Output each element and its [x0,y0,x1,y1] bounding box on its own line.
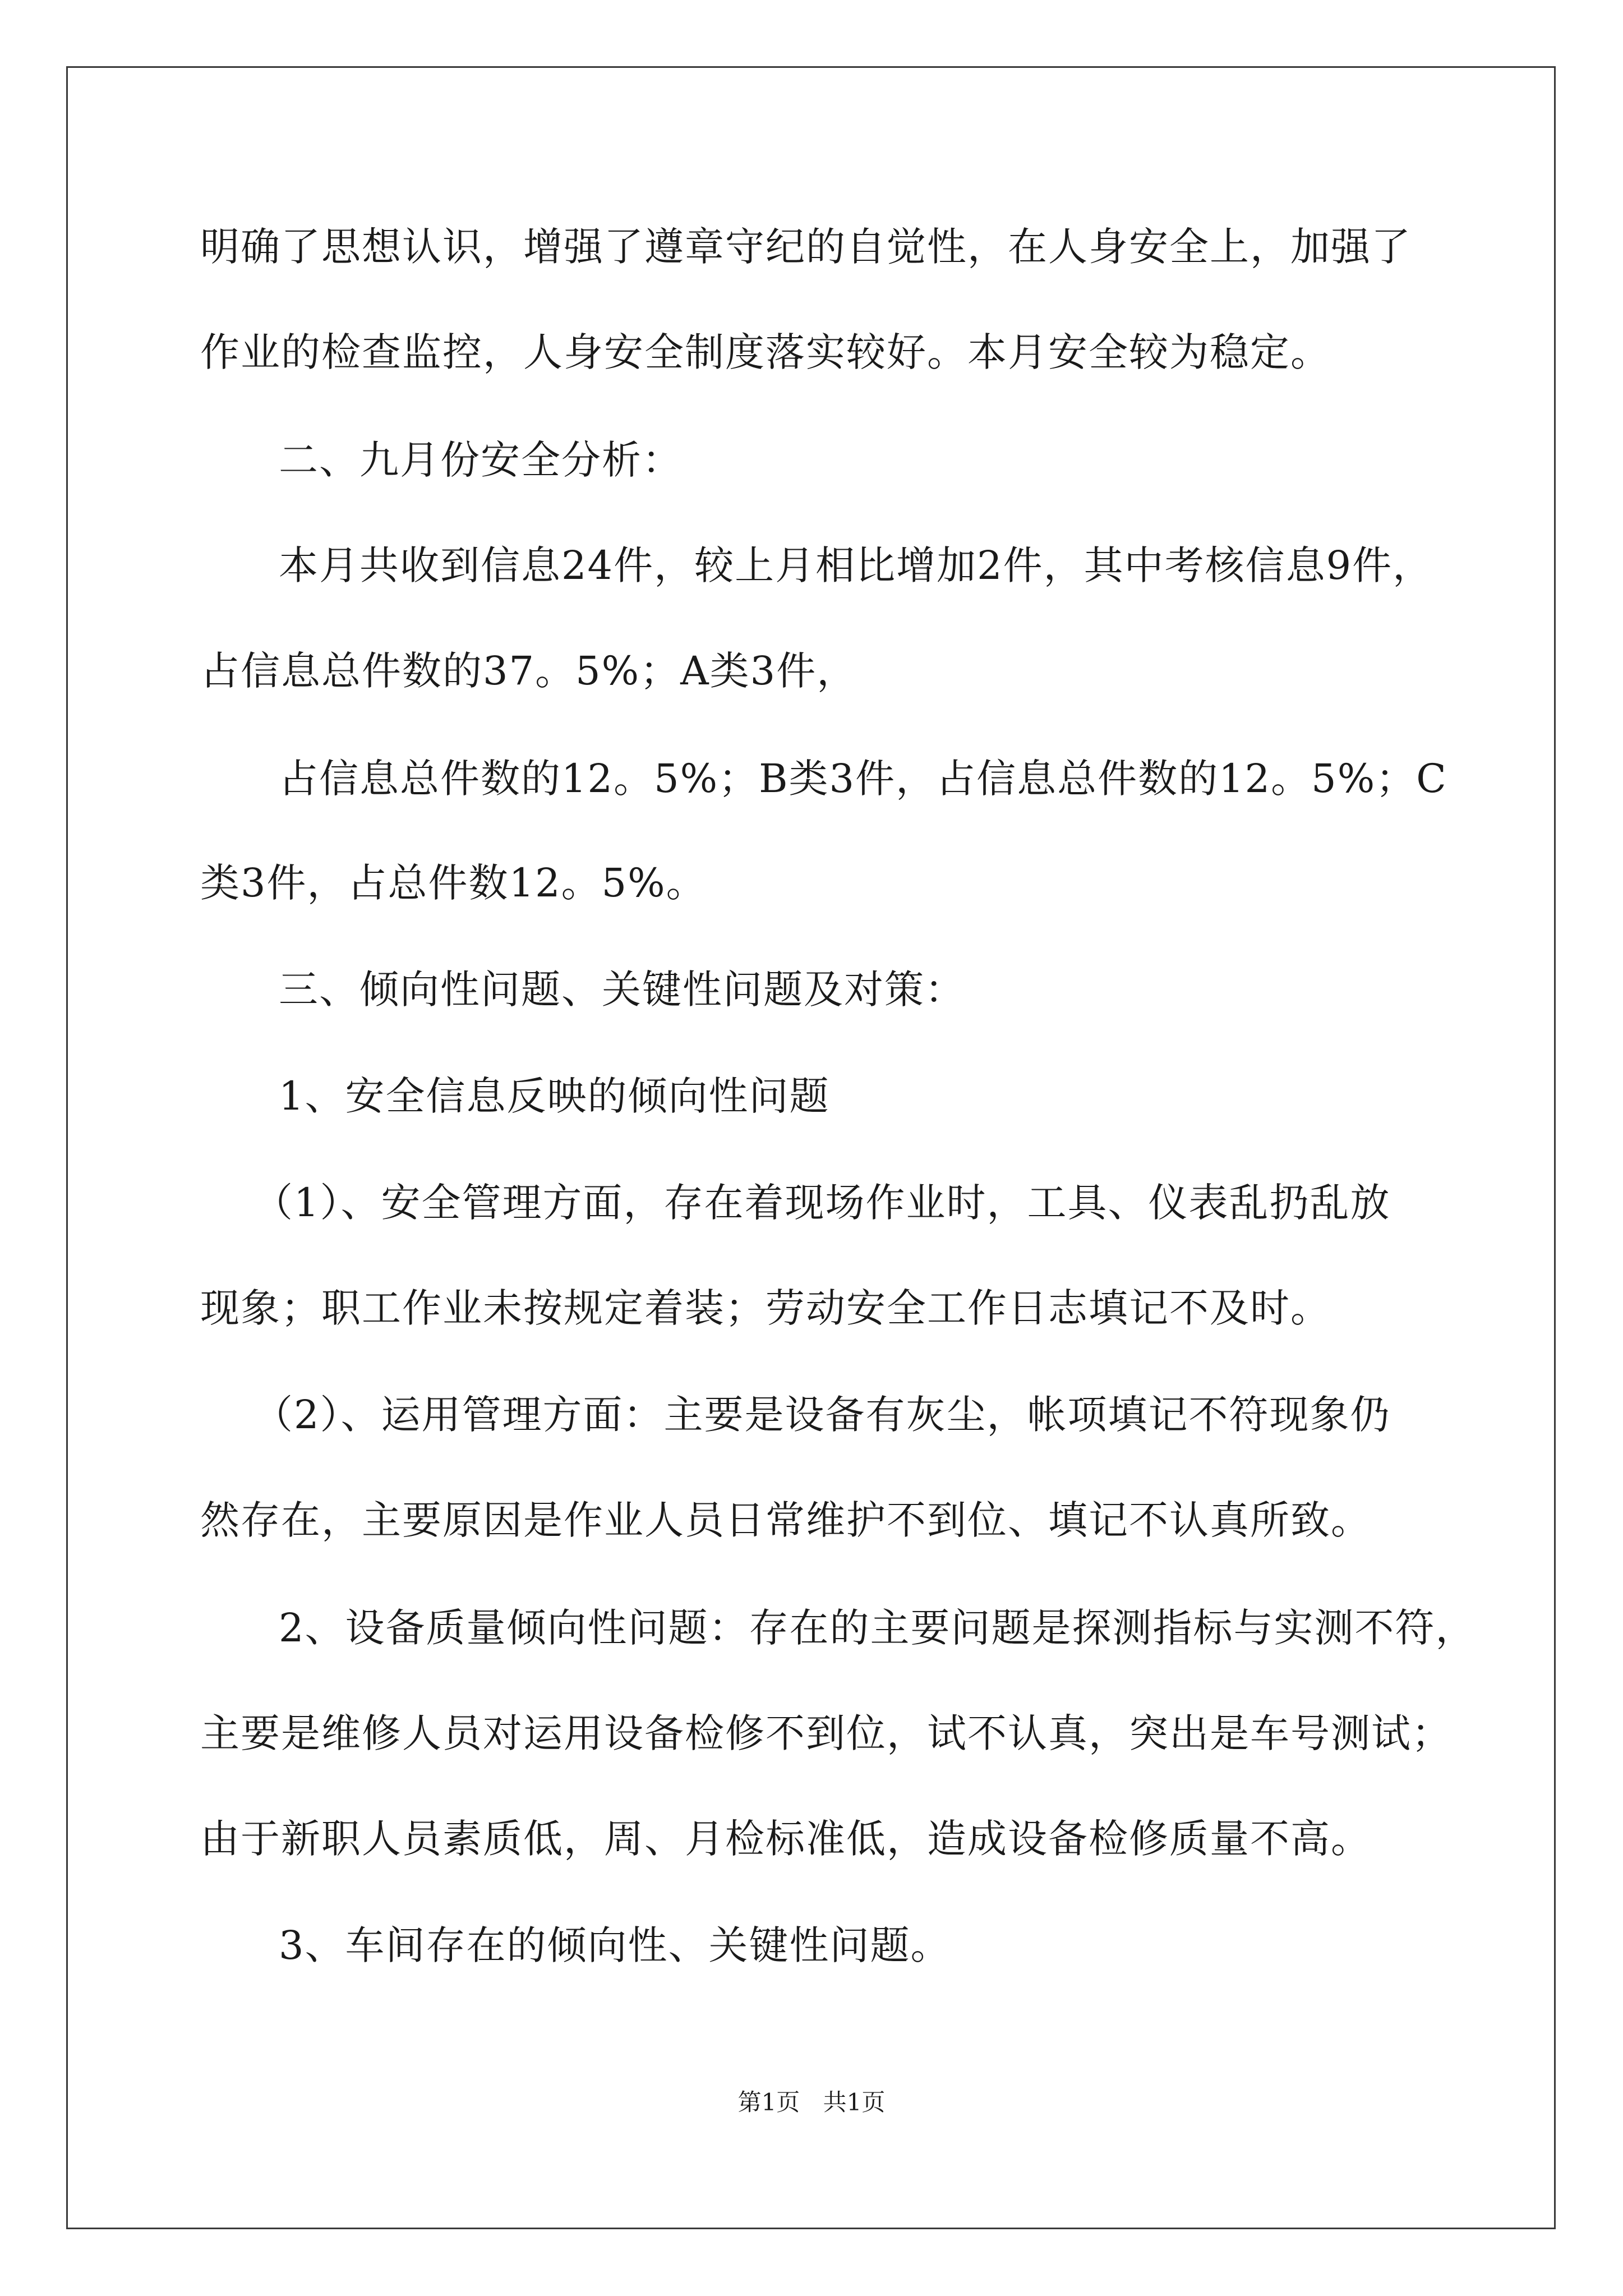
body-line-2: 作业的检查监控，人身安全制度落实较好。本月安全较为稳定。 [200,329,1331,375]
body-line-13: 然存在，主要原因是作业人员日常维护不到位、填记不认真所致。 [200,1497,1371,1543]
section-heading-2: 二、九月份安全分析： [279,437,683,483]
page-total: 共1页 [823,2088,886,2116]
body-line-6: 占信息总件数的12。5%；B类3件，占信息总件数的12。5%；C [279,756,1447,802]
body-line-1: 明确了思想认识，增强了遵章守纪的自觉性，在人身安全上，加强了 [200,224,1412,270]
body-line-11: 现象；职工作业未按规定着装；劳动安全工作日志填记不及时。 [200,1285,1331,1331]
page-footer [0,2086,1623,2119]
page-number: 第1页 [737,2088,800,2116]
subheading-1: 1、安全信息反映的倾向性问题 [279,1073,830,1119]
subheading-2: 2、设备质量倾向性问题：存在的主要问题是探测指标与实测不符， [279,1605,1476,1651]
body-line-5: 占信息总件数的37。5%；A类3件， [200,648,857,694]
body-line-15: 主要是维修人员对运用设备检修不到位，试不认真，突出是车号测试； [200,1710,1452,1756]
body-line-7: 类3件，占总件数12。5%。 [200,860,707,906]
body-line-12: （2）、运用管理方面：主要是设备有灰尘，帐项填记不符现象仍 [253,1392,1391,1438]
section-heading-3: 三、倾向性问题、关键性问题及对策： [279,967,965,1013]
subheading-3: 3、车间存在的倾向性、关键性问题。 [279,1922,951,1968]
body-line-16: 由于新职人员素质低，周、月检标准低，造成设备检修质量不高。 [200,1816,1371,1862]
body-line-4: 本月共收到信息24件，较上月相比增加2件，其中考核信息9件， [279,542,1433,588]
page-border [66,66,1556,2229]
body-line-10: （1）、安全管理方面，存在着现场作业时，工具、仪表乱扔乱放 [253,1180,1391,1226]
